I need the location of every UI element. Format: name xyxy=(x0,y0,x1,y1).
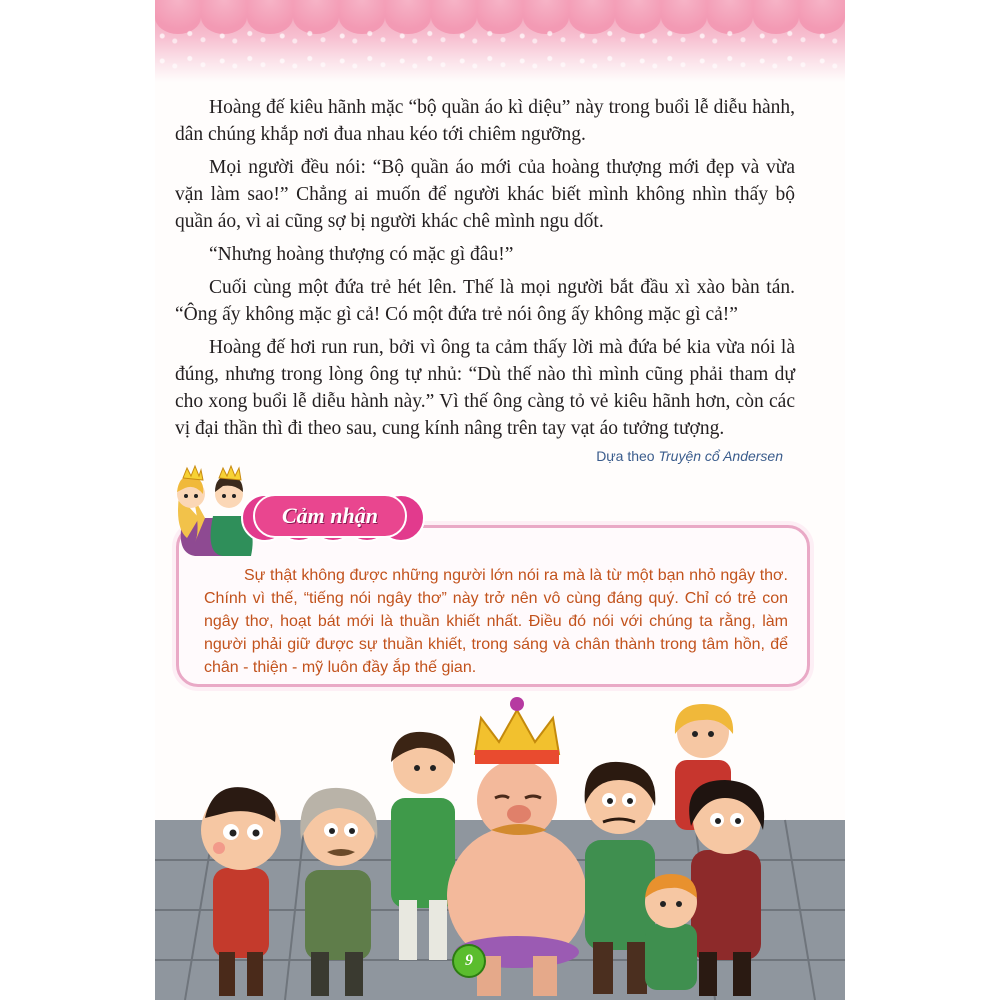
reflection-card xyxy=(176,525,810,687)
story-paragraph: Hoàng đế hơi run run, bởi vì ông ta cảm thấy lời mà đứa bé kia vừa nói là đúng, nhưng trong lòng ông tự nhủ: “Dù thế nào thì mình cũng phải tham dự cho xong buổi lễ diễu hành này.” Vì thế ông càng tỏ vẻ kiêu hãnh hơn, còn các vị đại thần thì đi theo sau, cung kính nâng trên tay vạt áo tưởng tượng. xyxy=(175,337,795,439)
source-prefix: Dựa theo xyxy=(596,448,655,464)
story-text xyxy=(175,94,795,448)
story-paragraph: “Nhưng hoàng thượng có mặc gì đâu!” xyxy=(209,244,514,265)
reflection-title: Cảm nhận xyxy=(253,494,407,538)
book-page xyxy=(155,0,845,1000)
page-number: 9 xyxy=(452,944,486,978)
story-paragraph: Mọi người đều nói: “Bộ quần áo mới của hoàng thượng mới đẹp và vừa vặn làm sao!” Chẳng ai muốn để người khác biết mình không nhìn thấy bộ quần áo, vì ai cũng sợ bị người khác chê mình ngu dốt. xyxy=(175,157,795,232)
emperor-parade-crowd-illustration xyxy=(155,690,845,1000)
reflection-title-badge xyxy=(241,488,421,540)
source-title: Truyện cổ Andersen xyxy=(658,448,783,464)
reflection-body xyxy=(204,564,788,679)
reflection-text: Sự thật không được những người lớn nói ra mà là từ một bạn nhỏ ngây thơ. Chính vì thế, “tiếng nói ngây thơ” này trở nên vô cùng đáng quý. Chỉ có trẻ con ngây thơ, hoạt bát mới là thuần khiết nhất. Điều đó nói với chúng ta rằng, làm người phải giữ được sự thuần khiết, trong sáng và chân thành trong tâm hồn, để chân - thiện - mỹ luôn đầy ắp thế gian. xyxy=(204,567,788,676)
story-paragraph: Hoàng đế kiêu hãnh mặc “bộ quần áo kì diệu” này trong buổi lễ diễu hành, dân chúng khắp nơi đua nhau kéo tới chiêm ngưỡng. xyxy=(175,97,795,145)
story-source xyxy=(596,448,783,464)
decorative-header-band xyxy=(155,0,845,82)
story-paragraph: Cuối cùng một đứa trẻ hét lên. Thế là mọi người bắt đầu xì xào bàn tán. “Ông ấy không mặc gì cả! Có một đứa trẻ nói ông ấy không mặc gì cả!” xyxy=(175,277,795,325)
